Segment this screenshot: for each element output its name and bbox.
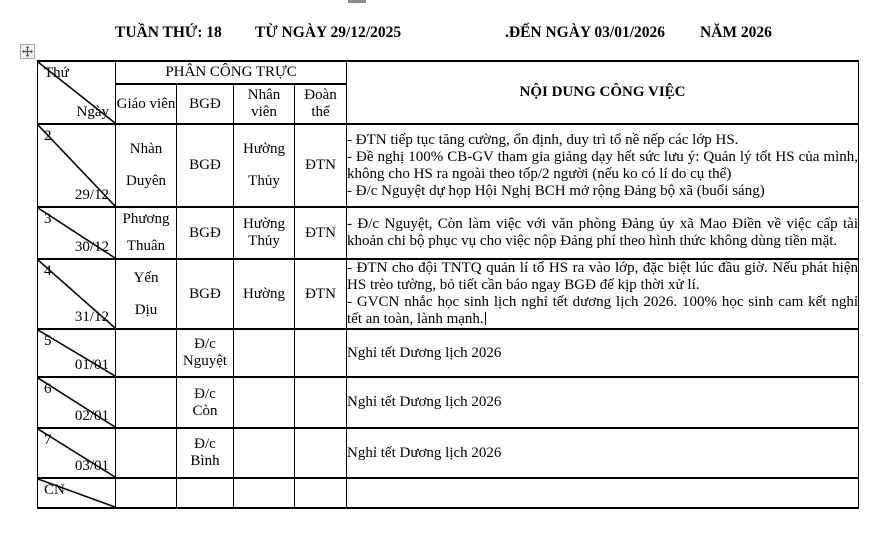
staff-cell[interactable] <box>234 329 295 377</box>
day-date: 02/01 <box>74 408 109 424</box>
union-cell[interactable] <box>295 329 347 377</box>
union-cell[interactable] <box>295 377 347 428</box>
content-paragraph: - Đ/c Nguyệt, Còn làm việc với văn phòng Đảng ủy xã Mao Điền về việc cấp tài khoản chi bộ phục vụ cho việc nộp Đảng phí theo hình thức không dùng tiền mặt. <box>347 216 859 249</box>
teacher-name: Phương <box>122 211 170 227</box>
day-cell-wednesday[interactable] <box>38 259 116 329</box>
teacher-name: Yến <box>133 269 159 286</box>
teacher-cell[interactable] <box>116 259 177 329</box>
staff-cell[interactable] <box>234 478 295 508</box>
teacher-cell[interactable] <box>116 478 177 508</box>
bgd-name: BGĐ <box>189 285 221 302</box>
table-row <box>38 428 859 478</box>
teacher-name: Dịu <box>134 301 158 318</box>
day-date: 01/01 <box>74 357 109 373</box>
content-header-cell[interactable] <box>347 61 859 124</box>
to-date-text: .ĐẾN NGÀY 03/01/2026 <box>505 24 666 41</box>
day-number: CN <box>44 482 65 498</box>
day-cell-sunday[interactable] <box>38 478 116 508</box>
day-number: 6 <box>44 381 52 397</box>
staff-name: Hường <box>243 141 285 157</box>
day-cell-monday[interactable] <box>38 124 116 207</box>
day-number: 3 <box>44 211 52 227</box>
content-cell[interactable] <box>347 329 859 377</box>
bgd-header-text: BGĐ <box>189 95 221 112</box>
teacher-cell[interactable] <box>116 428 177 478</box>
content-paragraph: - ĐTN tiếp tục tăng cường, ổn định, duy trì tổ nề nếp các lớp HS. <box>347 131 739 148</box>
staff-header-text: Nhân viên <box>247 87 281 120</box>
scrollbar-sliver <box>348 0 366 3</box>
staff-name: Thủy <box>248 233 280 249</box>
week-number-text: TUẦN THỨ: 18 <box>115 24 222 41</box>
teacher-header-text: Giáo viên <box>116 95 176 112</box>
content-cell[interactable] <box>347 207 859 259</box>
day-number: 7 <box>44 432 52 448</box>
bgd-cell[interactable] <box>177 377 234 428</box>
duty-group-header-cell[interactable] <box>116 61 347 84</box>
column-header-teacher[interactable] <box>116 84 177 124</box>
column-header-bgd[interactable] <box>177 84 234 124</box>
bgd-name: Nguyệt <box>182 353 228 369</box>
duty-group-header-text: PHÂN CÔNG TRỰC <box>165 64 297 80</box>
staff-cell[interactable] <box>234 207 295 259</box>
day-cell-friday[interactable] <box>38 377 116 428</box>
day-number: 2 <box>44 128 52 144</box>
text-cursor <box>485 312 486 325</box>
union-cell[interactable] <box>295 124 347 207</box>
union-name: ĐTN <box>305 157 336 173</box>
teacher-name: Thuân <box>126 238 166 254</box>
bgd-name: Bình <box>190 453 220 469</box>
corner-top-label: Thứ <box>44 65 69 81</box>
staff-cell[interactable] <box>234 377 295 428</box>
table-row <box>38 478 859 508</box>
day-cell-thursday[interactable] <box>38 329 116 377</box>
from-date-text: TỪ NGÀY 29/12/2025 <box>255 24 402 41</box>
content-cell[interactable] <box>347 428 859 478</box>
union-name: ĐTN <box>305 285 336 302</box>
content-cell[interactable] <box>347 259 859 329</box>
teacher-cell[interactable] <box>116 329 177 377</box>
column-header-staff[interactable] <box>234 84 295 124</box>
union-header-text: Đoàn thể <box>304 87 337 120</box>
bgd-name: BGĐ <box>189 224 221 241</box>
content-paragraph: - Đề nghị 100% CB-GV tham gia giảng dạy hết sức lưu ý: Quản lý tốt HS của mình, không cho HS ra ngoài theo tốp/2 người (nếu ko có lí do cụ thể) <box>347 148 859 182</box>
bgd-name: BGĐ <box>189 157 221 173</box>
staff-name: Hường <box>243 285 285 302</box>
content-paragraph <box>347 294 858 328</box>
table-row <box>38 207 859 259</box>
staff-name: Hường <box>243 216 285 232</box>
day-date: 31/12 <box>74 309 109 325</box>
bgd-cell[interactable] <box>177 259 234 329</box>
bgd-cell[interactable] <box>177 207 234 259</box>
table-move-handle[interactable] <box>20 44 35 59</box>
corner-day-date-cell[interactable] <box>38 61 116 124</box>
bgd-cell[interactable] <box>177 478 234 508</box>
staff-name: Thủy <box>248 173 280 189</box>
teacher-cell[interactable] <box>116 377 177 428</box>
table-row <box>38 124 859 207</box>
teacher-name: Nhàn <box>129 141 163 157</box>
bgd-cell[interactable] <box>177 428 234 478</box>
content-cell[interactable] <box>347 124 859 207</box>
content-paragraph: Nghỉ tết Dương lịch 2026 <box>347 444 502 461</box>
union-cell[interactable] <box>295 428 347 478</box>
content-text: - GVCN nhắc học sinh lịch nghỉ tết dương lịch 2026. 100% học sinh cam kết nghỉ tết an toàn, lành mạnh. <box>347 294 859 327</box>
table-row <box>38 329 859 377</box>
content-paragraph: Nghỉ tết Dương lịch 2026 <box>347 394 502 410</box>
union-cell[interactable] <box>295 207 347 259</box>
day-number: 5 <box>44 333 52 349</box>
content-paragraph: Nghỉ tết Dương lịch 2026 <box>347 344 502 361</box>
bgd-cell[interactable] <box>177 124 234 207</box>
teacher-cell[interactable] <box>116 124 177 207</box>
column-header-union[interactable] <box>295 84 347 124</box>
content-cell[interactable] <box>347 478 859 508</box>
bgd-name: Đ/c <box>194 436 216 452</box>
corner-bottom-label: Ngày <box>76 104 109 120</box>
table-row <box>38 259 859 329</box>
day-date: 03/01 <box>74 458 109 474</box>
year-text: NĂM 2026 <box>700 24 772 41</box>
table-row <box>38 377 859 428</box>
staff-cell[interactable] <box>234 428 295 478</box>
bgd-name: Còn <box>192 402 218 419</box>
union-name: ĐTN <box>305 224 336 241</box>
move-arrows-icon <box>22 46 33 57</box>
bgd-name: Đ/c <box>194 336 216 352</box>
staff-cell[interactable] <box>234 124 295 207</box>
union-cell[interactable] <box>295 259 347 329</box>
day-cell-saturday[interactable] <box>38 428 116 478</box>
content-cell[interactable] <box>347 377 859 428</box>
teacher-name: Duyên <box>126 173 166 189</box>
bgd-name: Đ/c <box>194 385 216 402</box>
union-cell[interactable] <box>295 478 347 508</box>
day-cell-tuesday[interactable] <box>38 207 116 259</box>
day-number: 4 <box>44 263 52 279</box>
bgd-cell[interactable] <box>177 329 234 377</box>
duty-schedule-table <box>37 60 859 509</box>
content-header-text: NỘI DUNG CÔNG VIỆC <box>519 84 686 100</box>
content-paragraph: - Đ/c Nguyệt dự họp Hội Nghị BCH mở rộng Đảng bộ xã (buổi sáng) <box>347 182 765 199</box>
day-date: 29/12 <box>74 187 109 203</box>
day-date: 30/12 <box>74 239 109 255</box>
teacher-cell[interactable] <box>116 207 177 259</box>
staff-cell[interactable] <box>234 259 295 329</box>
content-paragraph: - ĐTN cho đội TNTQ quản lí tổ HS ra vào lớp, đặc biệt lúc đầu giờ. Nếu phát hiện HS trèo tường, bỏ tiết cần báo ngay BGĐ để kịp thời xử lí. <box>347 260 859 293</box>
